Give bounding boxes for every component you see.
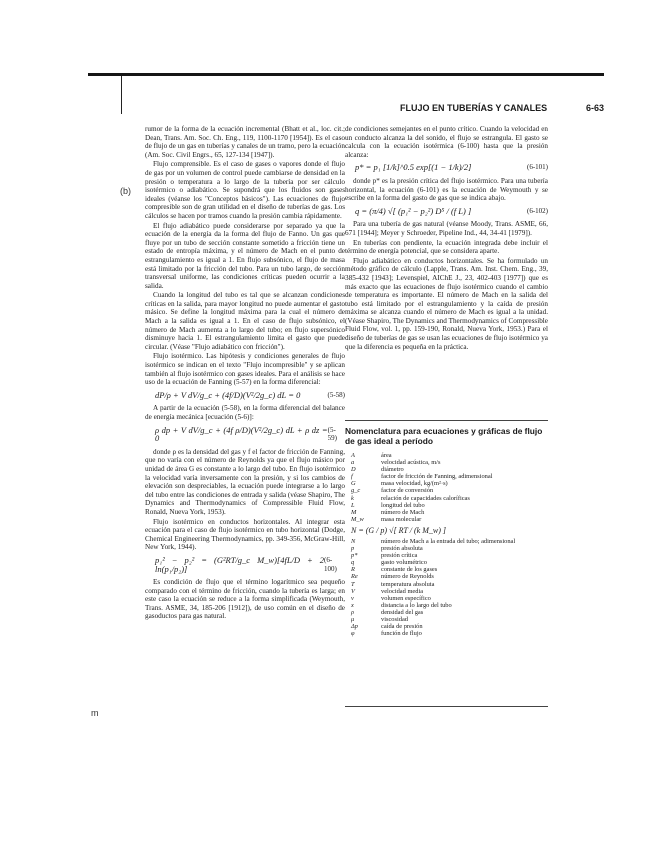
nomenclature-symbol: M_w (351, 515, 364, 523)
running-title: FLUJO EN TUBERÍAS Y CANALES (400, 103, 548, 113)
nomenclature-row (345, 588, 548, 595)
nomenclature-row (345, 602, 548, 609)
nomenclature-symbol: k (351, 494, 354, 502)
nomenclature-row (345, 566, 548, 573)
nomenclature-row (345, 630, 548, 637)
nomenclature-definition: masa velocidad, kg/(m²·s) (381, 480, 448, 488)
right-column (345, 125, 548, 352)
nomenclature-list (345, 452, 548, 523)
nomenclature-row (345, 538, 548, 545)
nomenclature-definition: número de Mach a la entrada del tubo; adimensional (381, 537, 516, 545)
equation-body: p₁² − p₂² = (G²RT/g_c M_w)[4fL/D + 2 ln(p₁/p₂)] (155, 554, 325, 574)
paragraph: Flujo comprensible. Es el caso de gases o vapores donde el flujo de gas por un volumen de control puede cambiarse de densidad en la presión o temperatura a lo largo de la tubería por ser cálculo isotérmico o adiabático. Se supondrá que los fluidos son gases ideales (véanse los "Conceptos básicos"). Las ecuaciones de flujo compresible son de gran utilidad en el diseño de tuberías de gas. Los cálculos se hacen por tramos cuando la presión cambia rápidamente. (145, 160, 345, 220)
nomenclature-definition: velocidad media (381, 587, 424, 595)
nomenclature-equation: N = (G / p) √[ RT / (k M_w) ] (351, 525, 446, 535)
nomenclature-definition: presión crítica (381, 552, 418, 560)
nomenclature-symbol: D (351, 466, 356, 474)
equation (355, 163, 548, 172)
nomenclature-row (345, 466, 548, 473)
equation-body: ρ dp + V dV/g_c + (4f ρ/D)(V²/2g_c) dL + ρ dz = 0 (155, 424, 328, 444)
nomenclature-symbol: L (351, 501, 355, 509)
equation-number: (5-59) (327, 425, 337, 443)
nomenclature-row (345, 509, 548, 516)
paragraph: Flujo isotérmico en conductos horizontales. Al integrar esta ecuación para el caso de flujo isotérmico en tubo horizontal (Dodge, Chemical Engineering Thermodynamics, pp. 349-356, McGraw-Hill, New York, 1944). (145, 517, 345, 552)
nomenclature-symbol: v (351, 594, 354, 602)
equation (355, 207, 548, 216)
nomenclature-symbol: ρ (351, 608, 355, 616)
nomenclature-definition: diámetro (381, 466, 404, 474)
header-rule (88, 73, 604, 76)
nomenclature-row (345, 573, 548, 580)
margin-rule (121, 76, 122, 114)
equation-number: (6-100) (324, 555, 337, 573)
paragraph: El flujo adiabático puede considerarse por separado ya que la ecuación de la energía da la forma del flujo de Fanno. Un gas que fluye por un tubo de sección constante sometido a fricción tiene un estado de entropía máxima, y el número de Mach en el punto de estrangulamiento es igual a 1. En flujo subsónico, el flujo de masa está limitado por la fricción del tubo. Para un tubo largo, de sección transversal uniforme, las condiciones críticas pueden ocurrir a la salida. (145, 221, 345, 290)
margin-note-left: (b) (120, 186, 131, 196)
nomenclature-definition: temperatura absoluta (381, 580, 435, 588)
nomenclature-symbol: Δp (351, 623, 358, 631)
nomenclature-symbol: G (351, 480, 356, 488)
equation-number: (5-58) (327, 390, 345, 399)
equation-number: (6-102) (527, 206, 548, 215)
nomenclature-row (345, 502, 548, 509)
nomenclature-symbol: T (351, 580, 355, 588)
paragraph: Flujo adiabático en conductos horizontales. Se ha formulado un método gráfico de cálculo (Lapple, Trans. Am. Inst. Chem. Eng., 39, 385-432 [1943]; Levenspiel, AIChE J., 23, 402-403 [1977]) que es más exacto que las ecuaciones de flujo isotérmico cuando el cambio de temperatura es importante. El número de Mach en la salida del tubo está limitado por el estrangulamiento y la caída de presión máxima se alcanza cuando el número de Mach es igual a la unidad. (Véase Shapiro, The Dynamics and Thermodynamics of Compressible Fluid Flow, vol. 1, pp. 159-190, Ronald, Nueva York, 1953.) Para el diseño de tuberías de gas se usan las ecuaciones de flujo isotérmico ya que la diferencia es pequeña en la práctica. (345, 256, 548, 351)
nomenclature-symbol: p (351, 545, 355, 553)
nomenclature-definition: número de Mach (381, 508, 425, 516)
nomenclature-definition: volumen específico (381, 594, 431, 602)
nomenclature-row (345, 545, 548, 552)
nomenclature-definition: densidad del gas (381, 608, 424, 616)
nomenclature-row (345, 559, 548, 566)
nomenclature-row (345, 609, 548, 616)
equation-body: dP/ρ + V dV/g_c + (4f/D)(V²/2g_c) dL = 0 (155, 389, 301, 400)
equation-body: p* = p₁ [1/k]^0.5 exp[(1 − 1/k)/2] (355, 162, 472, 173)
nomenclature-row (345, 487, 548, 494)
nomenclature-definition: factor de fricción de Fanning, adimensional (381, 473, 493, 481)
nomenclature-row (345, 616, 548, 623)
nomenclature-box (345, 420, 548, 707)
paragraph: Es condición de flujo que el término logarítmico sea pequeño comparado con el término de fricción, cuando la tubería es larga; en este caso la ecuación se reduce a la forma simplificada (Weymouth, Trans. ASME, 34, 185-206 [1912]), de uso común en el diseño de gasoductos para gas natural. (145, 578, 345, 621)
equation (155, 391, 345, 400)
nomenclature-definition: función de flujo (381, 630, 422, 638)
nomenclature-definition: viscosidad (381, 615, 408, 623)
running-header (400, 103, 604, 117)
nomenclature-row (345, 516, 548, 523)
nomenclature-row (345, 595, 548, 602)
left-column (145, 125, 345, 622)
nomenclature-definition: área (381, 452, 392, 459)
equation (155, 426, 345, 443)
nomenclature-symbol: R (351, 566, 355, 574)
equation-body: q = (π/4) √[ (p₁² − p₂²) D⁵ / (f L) ] (355, 205, 472, 216)
nomenclature-list (345, 538, 548, 637)
nomenclature-row (345, 495, 548, 502)
nomenclature-symbol: p* (351, 552, 358, 560)
paragraph: donde ρ es la densidad del gas y f el factor de fricción de Fanning, que no varía con el número de Reynolds ya que el flujo másico por unidad de área G es constante a lo largo del tubo. En flujo isotérmico la velocidad varía inversamente con la presión, y si los cambios de elevación son despreciables, la ecuación puede integrarse a lo largo del tubo entre las condiciones de entrada y salida (véase Shapiro, The Dynamics and Thermodynamics of Compressible Fluid Flow, Ronald, Nueva York, 1953). (145, 447, 345, 516)
nomenclature-row (345, 473, 548, 480)
nomenclature-row (345, 552, 548, 559)
nomenclature-symbol: M (351, 508, 357, 516)
paragraph: En tuberías con pendiente, la ecuación integrada debe incluir el término de energía potencial, que se considera aparte. (345, 238, 548, 256)
nomenclature-symbol: μ (351, 615, 355, 623)
nomenclature-definition: distancia a lo largo del tubo (381, 601, 452, 609)
nomenclature-definition: caída de presión (381, 623, 423, 631)
nomenclature-title: Nomenclatura para ecuaciones y gráficas de flujo de gas ideal a período (345, 426, 543, 446)
nomenclature-symbol: Re (351, 573, 358, 581)
nomenclature-symbol: φ (351, 630, 355, 638)
equation-number: (6-101) (527, 163, 548, 172)
paragraph: donde p* es la presión crítica del flujo isotérmico. Para una tubería horizontal, la ecuación (6-101) es la ecuación de Weymouth y se escribe en la forma del gasto de gas que se indica abajo. (345, 176, 548, 203)
nomenclature-definition: constante de los gases (381, 566, 438, 574)
nomenclature-row (345, 581, 548, 588)
nomenclature-definition: velocidad acústica, m/s (381, 459, 441, 467)
page-number: 6-63 (585, 103, 604, 113)
nomenclature-definition: número de Reynolds (381, 573, 434, 581)
nomenclature-definition: factor de conversión (381, 487, 434, 495)
nomenclature-symbol: a (351, 459, 355, 467)
nomenclature-symbol: V (351, 587, 355, 595)
paragraph: rumor de la forma de la ecuación incremental (Bhatt et al., loc. cit.; Dean, Trans. Am. Soc. Ch. Eng., 119, 1100-1170 [1954]). Es el caso de flujo de un gas en tuberías y canales de un tramo, pero la ecuación (Am. Soc. Civil Engrs., 65, 127-134 [1947]). (145, 125, 345, 159)
nomenclature-definition: relación de capacidades caloríficas (381, 494, 470, 502)
equation (155, 556, 345, 573)
paragraph: Para una tubería de gas natural (véanse Moody, Trans. ASME, 66, 671 [1944]; Meyer y Schroeder, Pipeline Ind., 44, 34-41 [1979]). (345, 220, 548, 237)
nomenclature-definition: gasto volumétrico (381, 559, 427, 567)
nomenclature-row (345, 623, 548, 630)
nomenclature-row (345, 452, 548, 459)
paragraph: Cuando la longitud del tubo es tal que se alcanzan condiciones críticas en la salida, para mayor longitud no puede aumentar el gasto másico. Se define la longitud máxima para la cual el número de Mach a la salida es igual a 1. En el caso de flujo subsónico, el número de Mach aumenta a lo largo del tubo; en flujo supersónico disminuye hacia 1. El estrangulamiento limita el gasto que puede circular. (Véase "Flujo adiabático con fricción"). (145, 291, 345, 351)
nomenclature-symbol: q (351, 559, 355, 567)
nomenclature-row (345, 459, 548, 466)
nomenclature-symbol: g_c (351, 487, 361, 495)
paragraph: A partir de la ecuación (5-58), en la forma diferencial del balance de energía mecánica [ecuación (5-6)]: (145, 404, 345, 421)
nomenclature-symbol: x (351, 601, 354, 609)
paragraph: Flujo isotérmico. Las hipótesis y condiciones generales de flujo isotérmico se indican en el texto "Flujo incompresible" y se aplican también al flujo isotérmico con gases ideales. Para el análisis se hace uso de la ecuación de Fanning (5-57) en la forma diferencial: (145, 352, 345, 387)
nomenclature-definition: presión absoluta (381, 545, 423, 553)
nomenclature-symbol: f (351, 473, 353, 481)
nomenclature-definition: longitud del tubo (381, 501, 425, 509)
nomenclature-symbol: N (351, 537, 356, 545)
nomenclature-definition: masa molecular (381, 515, 422, 523)
nomenclature-row (345, 480, 548, 487)
margin-note-bottom: m (91, 708, 99, 718)
paragraph: de condiciones semejantes en el punto crítico. Cuando la velocidad en un conducto alcanza la del sonido, el flujo se estrangula. El gasto se calcula con la ecuación isotérmica (6-100) hasta que la presión alcanza: (345, 125, 548, 159)
nomenclature-symbol: A (351, 452, 355, 459)
